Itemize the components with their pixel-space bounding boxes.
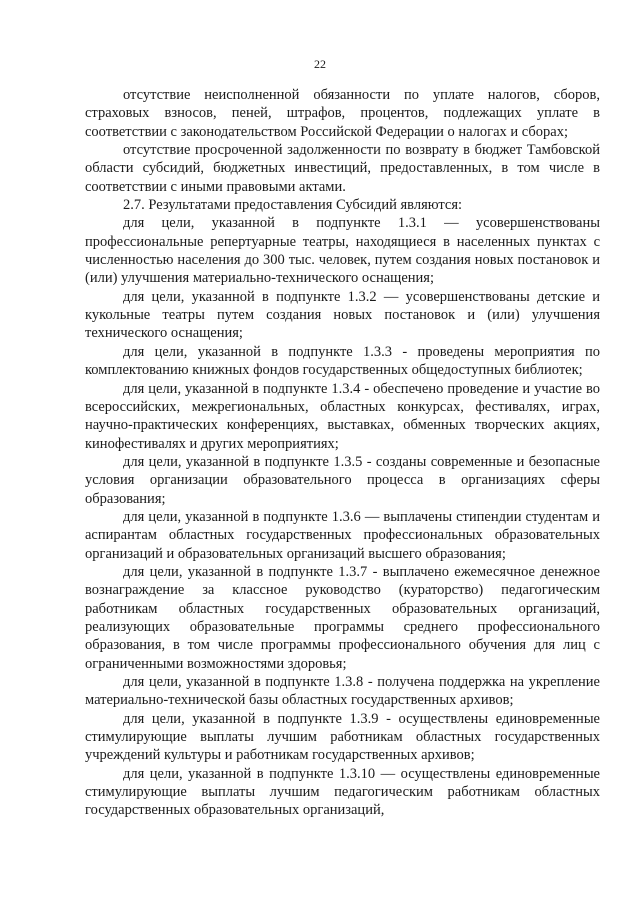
paragraph-result-1-3-7: для цели, указанной в подпункте 1.3.7 - выплачено ежемесячное денежное вознаграждение за классное руководство (кураторство) педагогическим работникам областных государственных образовательных организаций, реализующих образовательные программы среднего профессионального образования, в том числе программы профессионального обучения для лиц с ограниченными возможностями здоровья;	[85, 563, 600, 672]
paragraph-result-1-3-2: для цели, указанной в подпункте 1.3.2 — усовершенствованы детские и кукольные театры путем создания новых постановок и (или) улучшения технического оснащения;	[85, 288, 600, 342]
document-body	[85, 86, 600, 820]
paragraph-result-1-3-10: для цели, указанной в подпункте 1.3.10 — осуществлены единовременные стимулирующие выплаты лучшим педагогическим работникам областных государственных образовательных организаций,	[85, 765, 600, 819]
paragraph-no-tax-debt: отсутствие неисполненной обязанности по уплате налогов, сборов, страховых взносов, пеней, штрафов, процентов, подлежащих уплате в соответствии с законодательством Российской Федерации о налогах и сборах;	[85, 87, 600, 140]
paragraph-result-1-3-4: для цели, указанной в подпункте 1.3.4 - обеспечено проведение и участие во всероссийских, межрегиональных, областных конкурсах, фестивалях, играх, научно-практических конференциях, выставках, обменных творческих акциях, кинофестивалях и других мероприятиях;	[85, 380, 600, 452]
paragraph-result-1-3-8: для цели, указанной в подпункте 1.3.8 - получена поддержка на укрепление материально-технической базы областных государственных архивов;	[85, 674, 600, 709]
paragraph-result-1-3-9: для цели, указанной в подпункте 1.3.9 - осуществлены единовременные стимулирующие выплаты лучшим работникам областных государственных учреждений культуры и работникам государственных архивов;	[85, 710, 600, 764]
paragraph-no-overdue-debt: отсутствие просроченной задолженности по возврату в бюджет Тамбовской области субсидий, бюджетных инвестиций, предоставленных, в том числе в соответствии с иными правовыми актами.	[85, 142, 600, 195]
paragraph-result-1-3-1: для цели, указанной в подпункте 1.3.1 — усовершенствованы профессиональные репертуарные театры, находящиеся в населенных пунктах с численностью населения до 300 тыс. человек, путем создания новых постановок и (или) улучшения материально-технического оснащения;	[85, 215, 600, 287]
paragraph-result-1-3-3: для цели, указанной в подпункте 1.3.3 - проведены мероприятия по комплектованию книжных фондов государственных общедоступных библиотек;	[85, 343, 600, 379]
paragraph-result-1-3-5: для цели, указанной в подпункте 1.3.5 - созданы современные и безопасные условия организации образовательного процесса в организациях сферы образования;	[85, 453, 600, 507]
paragraph-section-2-7: 2.7. Результатами предоставления Субсидий являются:	[123, 197, 463, 214]
paragraph-result-1-3-6: для цели, указанной в подпункте 1.3.6 — выплачены стипендии студентам и аспирантам областных государственных профессиональных образовательных организаций и образовательных организаций высшего образования;	[85, 508, 600, 562]
page-number: 22	[314, 57, 326, 71]
